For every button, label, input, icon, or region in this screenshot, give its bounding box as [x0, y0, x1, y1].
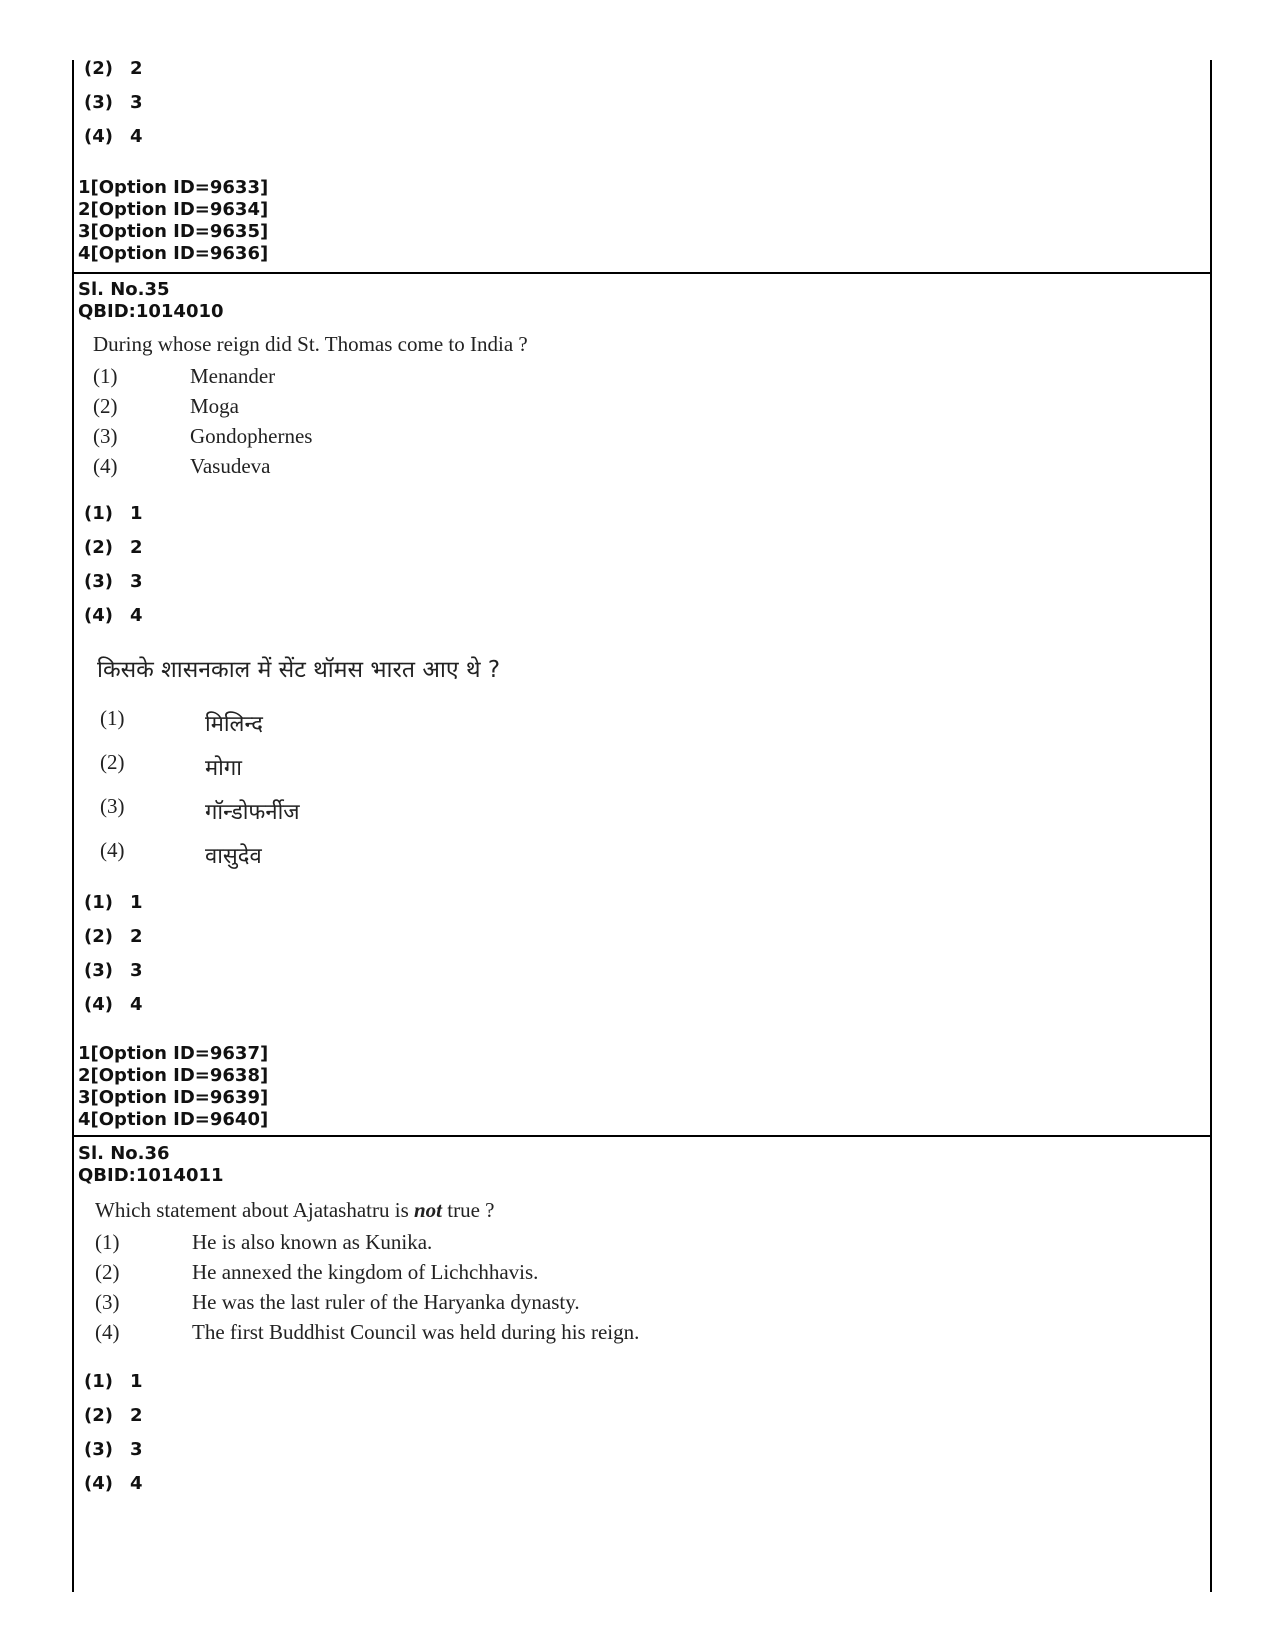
- option-number: (2): [100, 750, 125, 774]
- option-number: (3): [95, 1290, 120, 1314]
- answer-choice[interactable]: (1) 1: [84, 892, 143, 913]
- option-number: (3): [100, 794, 125, 818]
- option-id: 2[Option ID=9634]: [78, 199, 269, 220]
- serial-number: Sl. No.36: [78, 1143, 170, 1164]
- option-text: He annexed the kingdom of Lichchhavis.: [192, 1260, 539, 1284]
- option-text: He was the last ruler of the Haryanka dynasty.: [192, 1290, 580, 1314]
- option-text: Gondophernes: [190, 424, 313, 448]
- option-text: गॉन्डोफर्नीज: [205, 800, 300, 825]
- option-id: 4[Option ID=9636]: [78, 243, 269, 264]
- answer-choice[interactable]: (4) 4: [84, 1473, 143, 1494]
- option-text: Vasudeva: [190, 454, 271, 478]
- option-text: Moga: [190, 394, 239, 418]
- qbid: QBID:1014011: [78, 1165, 224, 1186]
- option-number: (4): [100, 838, 125, 862]
- answer-choice[interactable]: (4) 4: [84, 126, 143, 147]
- answer-choice[interactable]: (2) 2: [84, 1405, 143, 1426]
- option-text: मोगा: [205, 756, 242, 781]
- question-header: [78, 279, 224, 323]
- option-text: The first Buddhist Council was held during his reign.: [192, 1320, 640, 1344]
- option-number: (3): [93, 424, 118, 448]
- option-id-list: [78, 1043, 268, 1131]
- option-text: Menander: [190, 364, 276, 388]
- answer-choice[interactable]: (3) 3: [84, 1439, 143, 1460]
- answer-choice[interactable]: (4) 4: [84, 994, 143, 1015]
- serial-number: Sl. No.35: [78, 279, 170, 300]
- option-text: He is also known as Kunika.: [192, 1230, 433, 1254]
- answer-choice[interactable]: (2) 2: [84, 926, 143, 947]
- section-divider: [72, 272, 1212, 274]
- option-id-list: [78, 177, 268, 265]
- answer-choice[interactable]: (3) 3: [84, 92, 143, 113]
- question-text-en: During whose reign did St. Thomas come to India ?: [93, 332, 528, 356]
- option-id: 1[Option ID=9633]: [78, 177, 269, 198]
- answer-choice[interactable]: (3) 3: [84, 571, 143, 592]
- option-number: (4): [93, 454, 118, 478]
- question-header: [78, 1143, 224, 1187]
- option-number: (1): [95, 1230, 120, 1254]
- option-number: (1): [100, 706, 125, 730]
- option-text: वासुदेव: [205, 844, 262, 869]
- option-number: (2): [93, 394, 118, 418]
- option-number: (4): [95, 1320, 120, 1344]
- question-text-hi: किसके शासनकाल में सेंट थॉमस भारत आए थे ?: [97, 657, 501, 683]
- question-text: Which statement about Ajatashatru is not true ?: [95, 1198, 495, 1222]
- qbid: QBID:1014010: [78, 301, 224, 322]
- answer-choice[interactable]: (1) 1: [84, 503, 143, 524]
- answer-choice[interactable]: (1) 1: [84, 1371, 143, 1392]
- option-id: 3[Option ID=9635]: [78, 221, 269, 242]
- answer-choice[interactable]: (2) 2: [84, 537, 143, 558]
- option-text: मिलिन्द: [205, 712, 263, 737]
- option-id: 4[Option ID=9640]: [78, 1109, 269, 1130]
- answer-choice[interactable]: (2) 2: [84, 58, 143, 79]
- option-id: 2[Option ID=9638]: [78, 1065, 269, 1086]
- section-divider: [72, 1135, 1212, 1137]
- option-number: (2): [95, 1260, 120, 1284]
- right-border: [1210, 60, 1212, 1592]
- answer-choice[interactable]: (4) 4: [84, 605, 143, 626]
- option-id: 3[Option ID=9639]: [78, 1087, 269, 1108]
- option-number: (1): [93, 364, 118, 388]
- emphasis-not: not: [414, 1198, 443, 1222]
- option-id: 1[Option ID=9637]: [78, 1043, 269, 1064]
- answer-choice[interactable]: (3) 3: [84, 960, 143, 981]
- left-border: [72, 60, 74, 1592]
